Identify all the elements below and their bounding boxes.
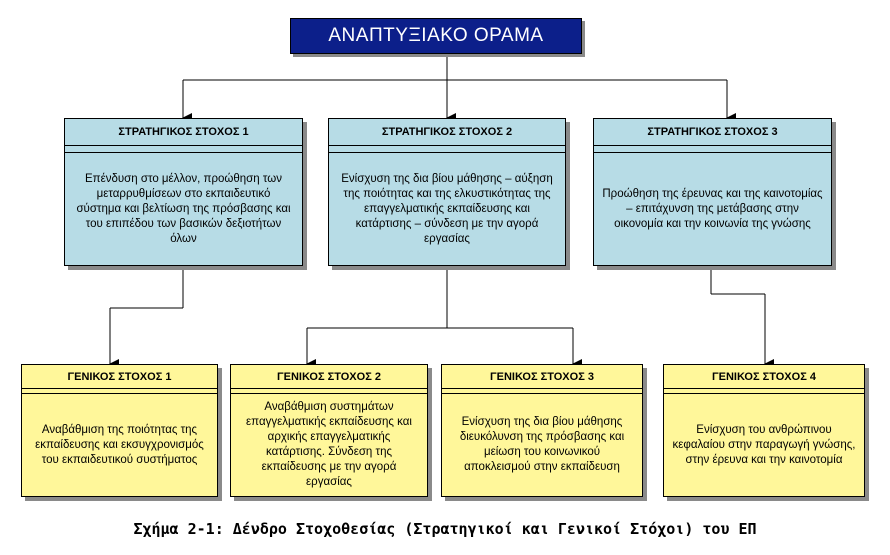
vision-box — [290, 18, 582, 54]
general-goal-title: ΓΕΝΙΚΟΣ ΣΤΟΧΟΣ 3 — [442, 365, 642, 389]
strategic-goal-text: Προώθηση της έρευνας και της καινοτομίας – επιτάχυνση της μετάβασης στην οικονομία και την κοινωνία της γνώσης — [594, 152, 831, 265]
strategic-goal-2 — [328, 118, 566, 266]
general-goal-text: Αναβάθμιση της ποιότητας της εκπαίδευσης και εκσυγχρονισμός του εκπαιδευτικού συστήματος — [22, 393, 217, 496]
general-goal-text: Αναβάθμιση συστημάτων επαγγελματικής εκπαίδευσης και αρχικής επαγγελματικής κατάρτισης. Σύνδεση της εκπαίδευσης με την αγορά εργασίας — [231, 393, 427, 496]
strategic-goal-title: ΣΤΡΑΤΗΓΙΚΟΣ ΣΤΟΧΟΣ 3 — [594, 119, 831, 146]
general-goal-text: Ενίσχυση του ανθρώπινου κεφαλαίου στην παραγωγή γνώσης, στην έρευνα και την καινοτομία — [664, 393, 864, 496]
strategic-goal-1 — [64, 118, 303, 266]
strategic-goal-3 — [593, 118, 832, 266]
general-goal-text: Ενίσχυση της δια βίου μάθησης διευκόλυνση της πρόσβασης και μείωση του κοινωνικού αποκλεισμού στην εκπαίδευση — [442, 393, 642, 496]
strategic-goal-title: ΣΤΡΑΤΗΓΙΚΟΣ ΣΤΟΧΟΣ 1 — [65, 119, 302, 146]
vision-title: ΑΝΑΠΤΥΞΙΑΚΟ ΟΡΑΜΑ — [328, 25, 544, 46]
general-goal-title: ΓΕΝΙΚΟΣ ΣΤΟΧΟΣ 2 — [231, 365, 427, 389]
general-goal-4 — [663, 364, 865, 497]
general-goal-3 — [441, 364, 643, 497]
strategic-goal-title: ΣΤΡΑΤΗΓΙΚΟΣ ΣΤΟΧΟΣ 2 — [329, 119, 565, 146]
strategic-goal-text: Επένδυση στο μέλλον, προώθηση των μεταρρυθμίσεων στο εκπαιδευτικό σύστημα και βελτίωση της πρόσβασης και του επιπέδου των βασικών δεξιοτήτων όλων — [65, 152, 302, 265]
figure-caption: Σχήμα 2-1: Δένδρο Στοχοθεσίας (Στρατηγικοί και Γενικοί Στόχοι) του ΕΠ — [133, 520, 757, 538]
general-goal-2 — [230, 364, 428, 497]
general-goal-title: ΓΕΝΙΚΟΣ ΣΤΟΧΟΣ 4 — [664, 365, 864, 389]
general-goal-title: ΓΕΝΙΚΟΣ ΣΤΟΧΟΣ 1 — [22, 365, 217, 389]
strategic-goal-text: Ενίσχυση της δια βίου μάθησης – αύξηση της ποιότητας και της ελκυστικότητας της επαγγελματικής εκπαίδευσης και κατάρτισης – σύνδεση με την αγορά εργασίας — [329, 152, 565, 265]
general-goal-1 — [21, 364, 218, 497]
